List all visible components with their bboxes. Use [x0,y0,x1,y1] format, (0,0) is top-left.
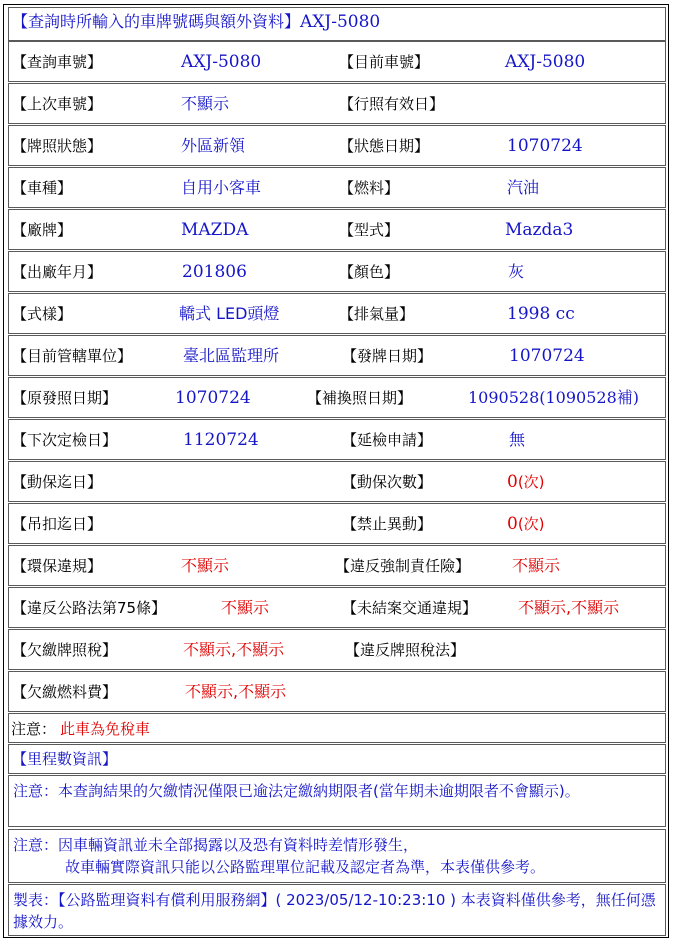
note-1-label: 注意： [13,782,59,800]
row-plate [8,41,666,82]
row-note-1 [8,775,666,827]
label-transfer-ban: 【禁止異動】 [342,515,433,533]
value-transfer-ban [507,516,545,533]
header-row [8,7,666,41]
value-environmental-violation: 不顯示 [181,556,230,575]
value-insurance-violation: 不顯示 [512,556,561,575]
label-original-license-date: 【原發照日期】 [12,389,118,407]
label-displacement: 【排氣量】 [339,305,415,323]
row-manufacture-date [8,251,666,292]
value-original-license-date: 1070724 [175,388,251,408]
row-body-style [8,293,666,334]
label-license-expiry: 【行照有效日】 [339,95,445,113]
notice-line [11,721,150,737]
row-fuel-fee [8,671,666,712]
note-2-label: 注意： [13,836,59,854]
value-jurisdiction: 臺北區監理所 [183,346,280,365]
value-fuel: 汽油 [507,178,540,197]
notice-text: 此車為免稅車 [60,720,151,738]
value-open-traffic-violation: 不顯示,不顯示 [518,598,620,617]
value-inspection-extension: 無 [509,430,526,449]
value-color: 灰 [508,262,525,281]
label-environmental-violation: 【環保違規】 [12,557,103,575]
label-query-plate: 【查詢車號】 [12,53,103,71]
row-mileage [8,744,666,774]
label-reissue-date: 【補換照日期】 [307,389,413,407]
value-highway-act-violation: 不顯示 [221,598,270,617]
chattel-count-number: 0 [507,472,518,492]
header-plate: AXJ-5080 [300,12,381,32]
transfer-ban-unit: (次) [517,515,545,533]
label-highway-act-violation: 【違反公路法第75條】 [12,599,167,617]
row-chattel-mortgage [8,461,666,502]
value-issue-date: 1070724 [509,346,585,366]
row-next-inspection [8,419,666,460]
label-issue-date: 【發牌日期】 [342,347,433,365]
row-note-2 [8,829,666,883]
mileage-heading: 【里程數資訊】 [12,750,118,768]
note-2-line-1: 因車輛資訊並未全部揭露以及恐有資料時差情形發生， [58,836,419,854]
value-current-plate: AXJ-5080 [505,52,586,72]
footer-text-block [13,889,661,933]
label-previous-plate: 【上次車號】 [12,95,103,113]
label-model: 【型式】 [339,221,400,239]
row-license-tax [8,629,666,670]
report-table [3,4,669,938]
value-unpaid-license-tax: 不顯示,不顯示 [183,640,285,659]
footer-text: 【公路監理資料有償利用服務網】( 2023/05/12-10:23:10 ) 本表資料僅供參考，無任何憑據效力。 [13,891,656,931]
value-status-date: 1070724 [507,136,583,156]
label-plate-status: 【牌照狀態】 [12,137,103,155]
value-reissue-date: 1090528(1090528補) [468,388,640,407]
label-chattel-mortgage-end: 【動保迄日】 [12,473,103,491]
label-unpaid-license-tax: 【欠繳牌照稅】 [12,641,118,659]
value-unpaid-fuel-fee: 不顯示,不顯示 [185,682,287,701]
label-fuel: 【燃料】 [339,179,400,197]
row-vehicle-type [8,167,666,208]
value-vehicle-type: 自用小客車 [181,178,262,197]
row-original-license-date [8,377,666,418]
value-manufacture-date: 201806 [182,262,247,282]
row-jurisdiction [8,335,666,376]
label-vehicle-type: 【車種】 [12,179,73,197]
note-1-text: 本查詢結果的欠繳情況僅限已逾法定繳納期限者(當年期未逾期限者不會顯示)。 [58,782,580,800]
label-brand: 【廠牌】 [12,221,73,239]
value-displacement: 1998 cc [507,304,575,324]
row-environmental [8,545,666,586]
chattel-count-unit: (次) [517,473,545,491]
label-current-plate: 【目前車號】 [339,53,430,71]
label-status-date: 【狀態日期】 [339,137,430,155]
value-brand: MAZDA [181,220,249,240]
row-highway-act [8,587,666,628]
label-manufacture-date: 【出廠年月】 [12,263,103,281]
header-title [12,14,380,31]
value-query-plate: AXJ-5080 [181,52,262,72]
label-chattel-mortgage-count: 【動保次數】 [342,473,433,491]
value-model: Mazda3 [505,220,574,240]
label-color: 【顏色】 [339,263,400,281]
value-body-style: 轎式 LED頭燈 [179,304,280,323]
label-next-inspection: 【下次定檢日】 [12,431,118,449]
value-chattel-mortgage-count [507,474,545,491]
label-inspection-extension: 【延檢申請】 [342,431,433,449]
row-notice [8,713,666,743]
label-license-tax-violation: 【違反牌照稅法】 [345,641,466,659]
header-title-label: 【查詢時所輸入的車牌號碼與額外資料】 [12,12,301,31]
row-plate-status [8,125,666,166]
notice-label: 注意： [11,720,57,738]
row-brand [8,209,666,250]
row-footer [8,884,666,936]
note-2 [13,834,663,878]
label-open-traffic-violation: 【未結案交通違規】 [342,599,478,617]
label-jurisdiction: 【目前管轄單位】 [12,347,133,365]
value-next-inspection: 1120724 [183,430,259,450]
row-previous-plate [8,83,666,124]
note-2-line-2: 故車輛實際資訊只能以公路監理單位記載及認定者為準，本表僅供參考。 [65,858,546,876]
transfer-ban-number: 0 [507,514,518,534]
footer-label: 製表： [13,891,59,909]
row-suspension [8,503,666,544]
label-unpaid-fuel-fee: 【欠繳燃料費】 [12,683,118,701]
label-insurance-violation: 【違反強制責任險】 [335,557,471,575]
note-1 [13,780,661,802]
value-previous-plate: 不顯示 [181,94,230,113]
label-suspension-end: 【吊扣迄日】 [12,515,103,533]
label-body-style: 【式樣】 [12,305,73,323]
value-plate-status: 外區新領 [181,136,246,155]
